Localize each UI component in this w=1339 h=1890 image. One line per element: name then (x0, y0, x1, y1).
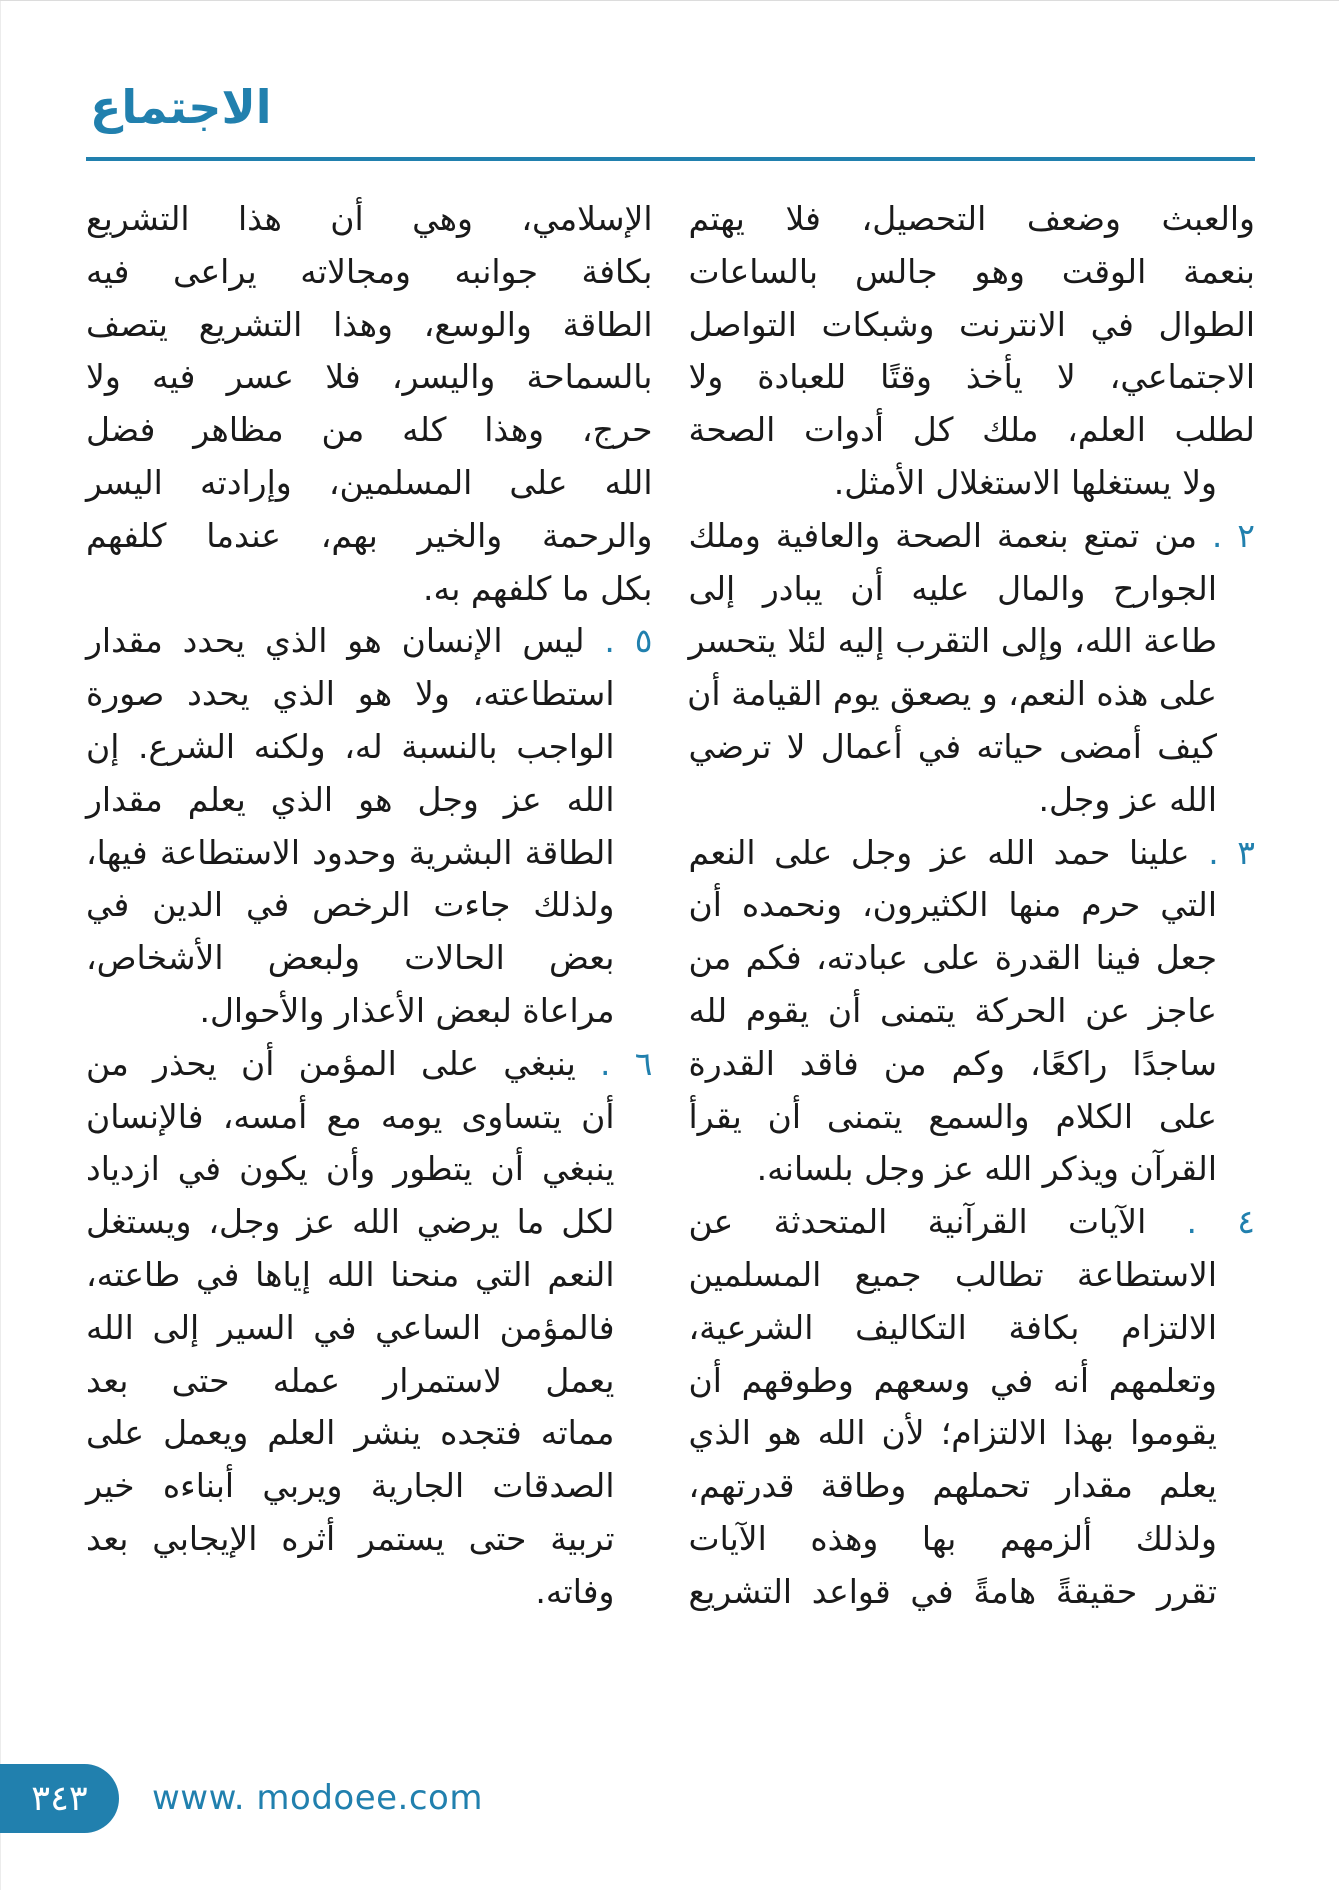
chapter-title: الاجتماع (90, 80, 272, 134)
text-line: يعلم مقدار تحملهم وطاقة قدرتهم، (688, 1466, 1217, 1506)
text-line: وتعلمهم أنه في وسعهم وطوقهم أن (688, 1360, 1217, 1400)
numbered-text-line: ٣ . علينا حمد الله عز وجل على النعم (688, 832, 1255, 872)
text-columns (86, 193, 1255, 1619)
left-column (86, 193, 653, 1619)
text-line: فالمؤمن الساعي في السير إلى الله (86, 1307, 615, 1347)
item-number: ٦ . (600, 1043, 653, 1083)
text-line: مراعاة لبعض الأعذار والأحوال. (199, 990, 615, 1030)
text-line: الإسلامي، وهي أن هذا التشريع (86, 199, 653, 238)
text-line: الطاقة والوسع، وهذا التشريع يتصف (86, 304, 653, 344)
text-line: حرج، وهذا كله من مظاهر فضل (86, 410, 653, 450)
text-line: تربية حتى يستمر أثره الإيجابي بعد (86, 1518, 615, 1558)
text-line: الاستطاعة تطالب جميع المسلمين (688, 1254, 1217, 1294)
item-number: ٤ . (1186, 1202, 1255, 1242)
text-line: ولذلك جاءت الرخص في الدين في (86, 885, 615, 925)
text-line: بالسماحة واليسر، فلا عسر فيه ولا (86, 357, 653, 397)
item-number: ٢ . (1211, 515, 1255, 555)
text-line: على هذه النعم، و يصعق يوم القيامة أن (687, 674, 1217, 714)
item-number: ٣ . (1208, 832, 1255, 872)
text-line: بنعمة الوقت وهو جالس بالساعات (688, 251, 1255, 291)
text-line: الالتزام بكافة التكاليف الشرعية، (688, 1307, 1217, 1347)
text-line: استطاعته، ولا هو الذي يحدد صورة (86, 674, 615, 714)
text-line: الواجب بالنسبة له، ولكنه الشرع. إن (86, 726, 615, 766)
text-line: الله عز وجل. (1038, 779, 1217, 819)
text-line: لكل ما يرضي الله عز وجل، ويستغل (86, 1202, 615, 1242)
text-line: الجوارح والمال عليه أن يبادر إلى (688, 568, 1217, 608)
numbered-text-line: ٢ . من تمتع بنعمة الصحة والعافية وملك (688, 515, 1255, 555)
text-line: جعل فينا القدرة على عبادته، فكم من (688, 938, 1217, 978)
numbered-text-line: ٥ . ليس الإنسان هو الذي يحدد مقدار (86, 621, 653, 661)
page-number-badge (0, 1764, 119, 1833)
numbered-text-line: ٤ . الآيات القرآنية المتحدثة عن (688, 1202, 1255, 1242)
website-link[interactable]: www. modoee.com (152, 1778, 483, 1818)
text-line: على الكلام والسمع يتمنى أن يقرأ (688, 1096, 1217, 1136)
text-line: الطاقة البشرية وحدود الاستطاعة فيها، (86, 832, 615, 872)
text-line: الطوال في الانترنت وشبكات التواصل (688, 304, 1255, 344)
text-line: وفاته. (535, 1571, 615, 1611)
text-line: طاعة الله، وإلى التقرب إليه لئلا يتحسر (688, 621, 1217, 661)
text-line: الصدقات الجارية ويربي أبناءه خير (86, 1466, 615, 1506)
text-line: ينبغي أن يتطور وأن يكون في ازدياد (86, 1149, 615, 1189)
text-line: النعم التي منحنا الله إياها في طاعته، (86, 1254, 615, 1294)
text-line: لطلب العلم، ملك كل أدوات الصحة (688, 410, 1255, 450)
item-number: ٥ . (604, 621, 653, 661)
text-line: عاجز عن الحركة يتمنى أن يقوم لله (688, 990, 1217, 1030)
text-line: التي حرم منها الكثيرون، ونحمده أن (688, 885, 1217, 925)
text-line: بكل ما كلفهم به. (423, 568, 653, 608)
text-line: الله عز وجل هو الذي يعلم مقدار (86, 779, 615, 819)
text-line: ولا يستغلها الاستغلال الأمثل. (833, 462, 1217, 502)
text-line: بعض الحالات ولبعض الأشخاص، (86, 938, 615, 978)
text-line: ساجدًا راكعًا، وكم من فاقد القدرة (688, 1043, 1217, 1083)
text-line: يعمل لاستمرار عمله حتى بعد (86, 1360, 615, 1400)
text-line: الاجتماعي، لا يأخذ وقتًا للعبادة ولا (688, 357, 1255, 397)
text-line: والعبث وضعف التحصيل، فلا يهتم (688, 199, 1255, 238)
text-line: القرآن ويذكر الله عز وجل بلسانه. (756, 1149, 1217, 1189)
right-column (689, 193, 1256, 1619)
text-line: بكافة جوانبه ومجالاته يراعى فيه (86, 251, 653, 291)
text-line: أن يتساوى يومه مع أمسه، فالإنسان (86, 1096, 615, 1136)
text-line: والرحمة والخير بهم، عندما كلفهم (86, 515, 653, 555)
numbered-text-line: ٦ . ينبغي على المؤمن أن يحذر من (86, 1043, 653, 1083)
text-line: الله على المسلمين، وإرادته اليسر (86, 462, 653, 502)
text-line: مماته فتجده ينشر العلم ويعمل على (86, 1413, 615, 1453)
text-line: ولذلك ألزمهم بها وهذه الآيات (688, 1518, 1217, 1558)
text-line: كيف أمضى حياته في أعمال لا ترضي (688, 726, 1217, 766)
text-line: يقوموا بهذا الالتزام؛ لأن الله هو الذي (688, 1413, 1217, 1453)
page-number: ٣٤٣ (31, 1778, 88, 1819)
text-line: تقرر حقيقةً هامةً في قواعد التشريع (688, 1571, 1217, 1611)
header-divider (86, 157, 1255, 161)
